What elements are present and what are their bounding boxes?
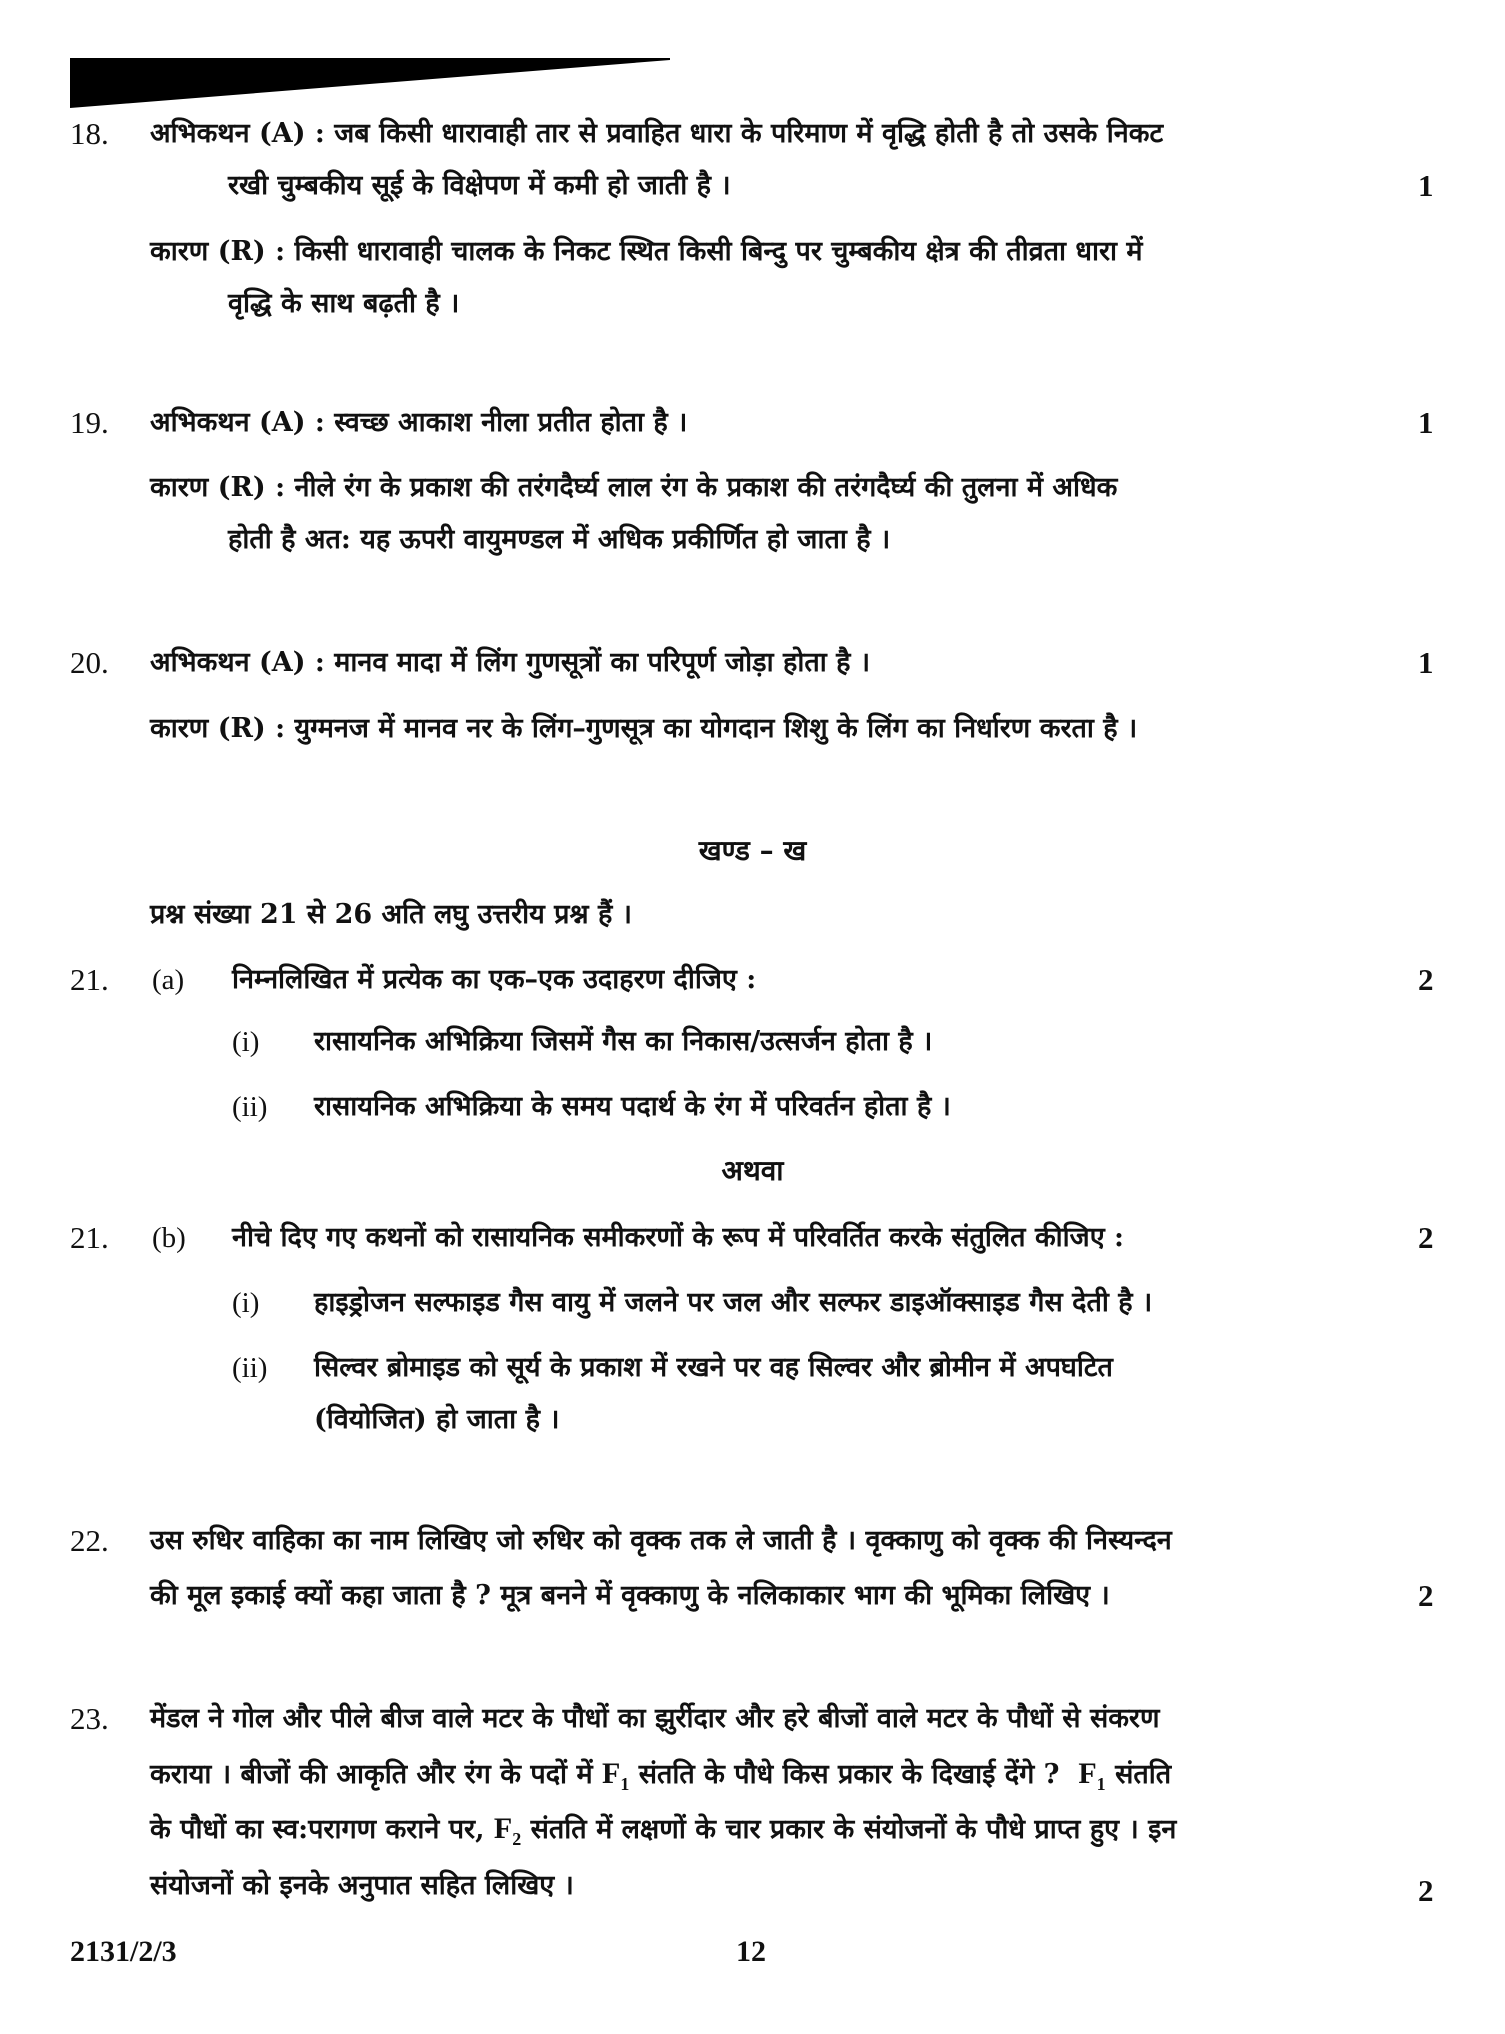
- assertion-text-cont: रखी चुम्बकीय सूई के विक्षेपण में कमी हो जाती है ।: [228, 170, 731, 201]
- marks: 1: [1418, 405, 1434, 440]
- item-label: (i): [232, 1287, 260, 1319]
- question-number: 18.: [70, 116, 109, 151]
- reason-text: किसी धारावाही चालक के निकट स्थित किसी बिन्दु पर चुम्बकीय क्षेत्र की तीव्रता धारा में: [294, 236, 1143, 267]
- question-text-cont: की मूल इकाई क्यों कहा जाता है ? मूत्र बनने में वृक्काणु के नलिकाकार भाग की भूमिका लिखिए ।: [150, 1580, 1110, 1611]
- reason-label: कारण (R) :: [150, 472, 286, 503]
- instruction-text: प्रश्न संख्या 21 से 26 अति लघु उत्तरीय प्रश्न हैं ।: [150, 899, 632, 930]
- reason-text: नीले रंग के प्रकाश की तरंगदैर्घ्य लाल रंग के प्रकाश की तरंगदैर्घ्य की तुलना में अधिक: [294, 472, 1118, 503]
- item-text: रासायनिक अभिक्रिया जिसमें गैस का निकास/उत्सर्जन होता है ।: [314, 1026, 933, 1057]
- item-label: (ii): [232, 1091, 268, 1123]
- item-text: रासायनिक अभिक्रिया के समय पदार्थ के रंग में परिवर्तन होता है ।: [314, 1091, 951, 1122]
- text-segment: कराया । बीजों की आकृति और रंग के पदों में: [150, 1759, 593, 1790]
- marks: 1: [1418, 168, 1434, 203]
- item-label: (ii): [232, 1352, 268, 1384]
- or-separator: अथवा: [721, 1154, 784, 1187]
- question-text: उस रुधिर वाहिका का नाम लिखिए जो रुधिर को वृक्क तक ले जाती है । वृक्काणु को वृक्क की निस्यन्दन: [150, 1525, 1172, 1556]
- item-text: हाइड्रोजन सल्फाइड गैस वायु में जलने पर जल और सल्फर डाइऑक्साइड गैस देती है ।: [314, 1287, 1153, 1318]
- part-label: (a): [152, 964, 185, 996]
- reason-text-cont: वृद्धि के साथ बढ़ती है ।: [228, 288, 460, 319]
- assertion-text: स्वच्छ आकाश नीला प्रतीत होता है ।: [334, 407, 688, 438]
- question-number: 22.: [70, 1523, 109, 1558]
- assertion-label: अभिकथन (A) :: [150, 647, 325, 678]
- assertion-text: जब किसी धारावाही तार से प्रवाहित धारा के परिमाण में वृद्धि होती है तो उसके निकट: [334, 118, 1164, 149]
- paper-code: 2131/2/3: [70, 1935, 177, 1968]
- f2-symbol: $F_2$: [493, 1812, 522, 1849]
- item-label: (i): [232, 1026, 260, 1058]
- question-number: 21.: [70, 1220, 109, 1255]
- assertion-label: अभिकथन (A) :: [150, 118, 325, 149]
- text-segment: संतति: [1115, 1759, 1172, 1790]
- reason-text: युग्मनज में मानव नर के लिंग–गुणसूत्र का योगदान शिशु के लिंग का निर्धारण करता है ।: [294, 713, 1138, 744]
- reason-label: कारण (R) :: [150, 236, 286, 267]
- question-text: नीचे दिए गए कथनों को रासायनिक समीकरणों के रूप में परिवर्तित करके संतुलित कीजिए :: [232, 1222, 1125, 1253]
- f1-symbol: $F_1$: [1078, 1757, 1106, 1794]
- text-segment: संतति में लक्षणों के चार प्रकार के संयोजनों के पौधे प्राप्त हुए । इन: [530, 1814, 1177, 1845]
- question-number: 20.: [70, 645, 109, 680]
- reason-text-cont: होती है अत: यह ऊपरी वायुमण्डल में अधिक प्रकीर्णित हो जाता है ।: [228, 524, 891, 555]
- part-label: (b): [152, 1222, 186, 1254]
- question-number: 19.: [70, 405, 109, 440]
- question-text-cont: संयोजनों को इनके अनुपात सहित लिखिए ।: [150, 1870, 574, 1901]
- question-number: 21.: [70, 962, 109, 997]
- marks: 2: [1418, 1873, 1434, 1908]
- marks: 2: [1418, 1578, 1434, 1613]
- top-black-wedge: [70, 58, 670, 108]
- marks: 2: [1418, 1220, 1434, 1255]
- text-segment: संतति के पौधे किस प्रकार के दिखाई देंगे ?: [638, 1759, 1060, 1790]
- question-text: निम्नलिखित में प्रत्येक का एक–एक उदाहरण दीजिए :: [232, 964, 757, 995]
- assertion-label: अभिकथन (A) :: [150, 407, 325, 438]
- text-segment: के पौधों का स्व:परागण कराने पर,: [150, 1814, 485, 1845]
- item-text: सिल्वर ब्रोमाइड को सूर्य के प्रकाश में रखने पर वह सिल्वर और ब्रोमीन में अपघटित: [314, 1352, 1113, 1383]
- f1-symbol: $F_1$: [602, 1757, 630, 1794]
- marks: 2: [1418, 962, 1434, 997]
- section-title: खण्ड – ख: [698, 834, 807, 867]
- item-text-cont: (वियोजित) हो जाता है ।: [314, 1404, 560, 1435]
- marks: 1: [1418, 645, 1434, 680]
- question-text: मेंडल ने गोल और पीले बीज वाले मटर के पौधों का झुर्रीदार और हरे बीजों वाले मटर के पौधों से संकरण: [150, 1703, 1160, 1734]
- reason-label: कारण (R) :: [150, 713, 286, 744]
- question-number: 23.: [70, 1701, 109, 1736]
- page-number: 12: [736, 1935, 766, 1968]
- assertion-text: मानव मादा में लिंग गुणसूत्रों का परिपूर्ण जोड़ा होता है ।: [334, 647, 871, 678]
